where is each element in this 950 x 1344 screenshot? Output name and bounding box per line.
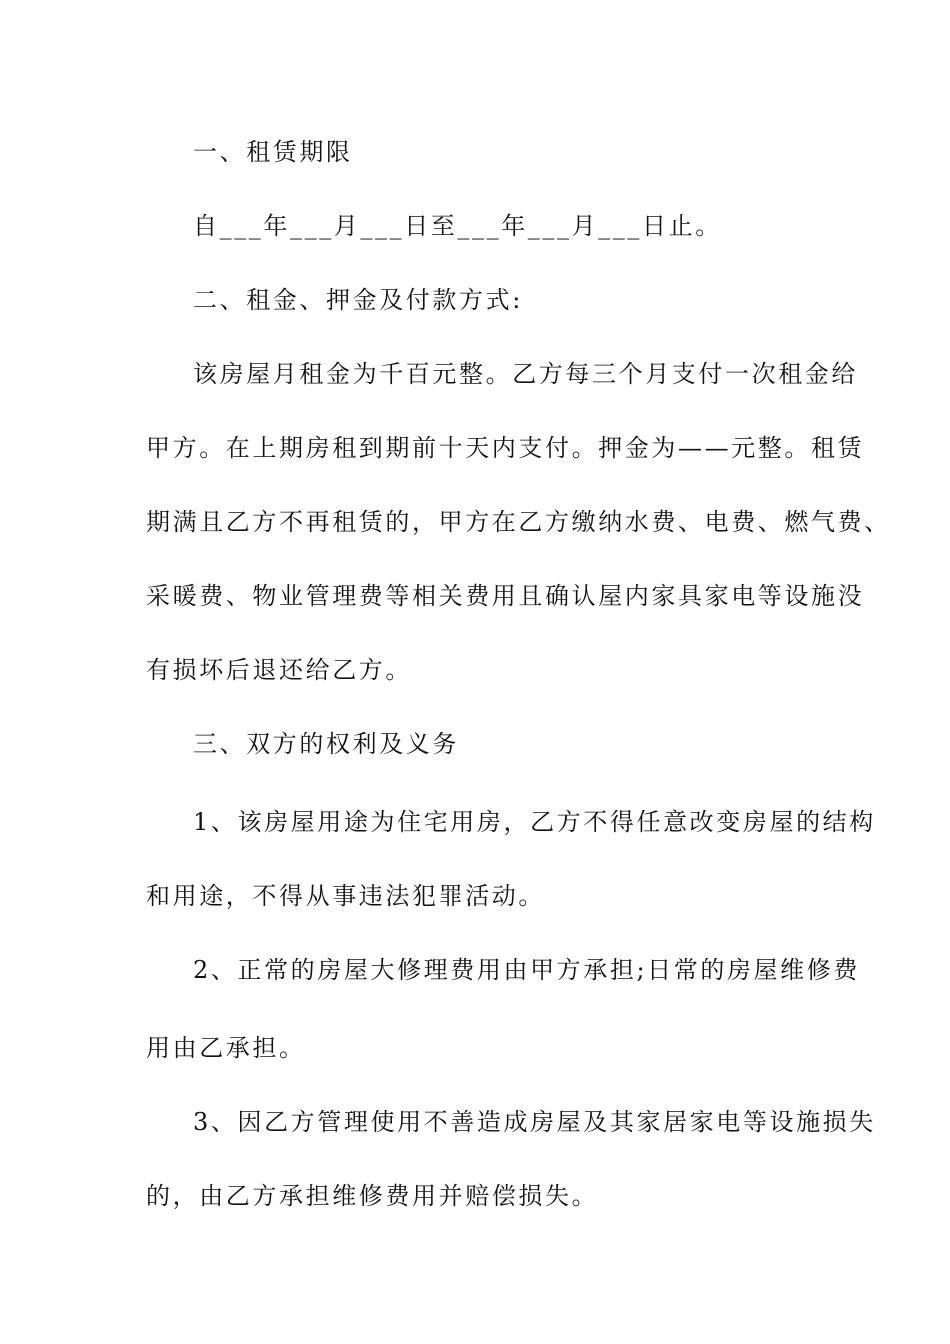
paragraph-line: 期满且乙方不再租赁的，甲方在乙方缴纳水费、电费、燃气费、 bbox=[146, 508, 891, 536]
paragraph-line: 用由乙承担。 bbox=[146, 1034, 306, 1062]
paragraph-line: 2、正常的房屋大修理费用由甲方承担;日常的房屋维修费 bbox=[193, 956, 860, 984]
lease-term-dates: 自___年___月___日至___年___月___日止。 bbox=[193, 212, 722, 240]
paragraph-line: 甲方。在上期房租到期前十天内支付。押金为——元整。租赁 bbox=[146, 434, 865, 462]
paragraph-line: 3、因乙方管理使用不善造成房屋及其家居家电等设施损失 bbox=[193, 1108, 876, 1136]
paragraph-line: 采暖费、物业管理费等相关费用且确认屋内家具家电等设施没 bbox=[146, 582, 865, 610]
paragraph-line: 的，由乙方承担维修费用并赔偿损失。 bbox=[146, 1182, 599, 1210]
paragraph-line: 和用途，不得从事违法犯罪活动。 bbox=[146, 882, 545, 910]
paragraph-line: 1、该房屋用途为住宅用房，乙方不得任意改变房屋的结构 bbox=[193, 808, 876, 836]
section-heading-rent-deposit: 二、租金、押金及付款方式: bbox=[193, 286, 523, 314]
section-heading-rights-obligations: 三、双方的权利及义务 bbox=[193, 730, 459, 758]
paragraph-line: 有损坏后退还给乙方。 bbox=[146, 656, 412, 684]
section-heading-lease-term: 一、租赁期限 bbox=[193, 138, 353, 166]
paragraph-line: 该房屋月租金为千百元整。乙方每三个月支付一次租金给 bbox=[193, 360, 858, 388]
